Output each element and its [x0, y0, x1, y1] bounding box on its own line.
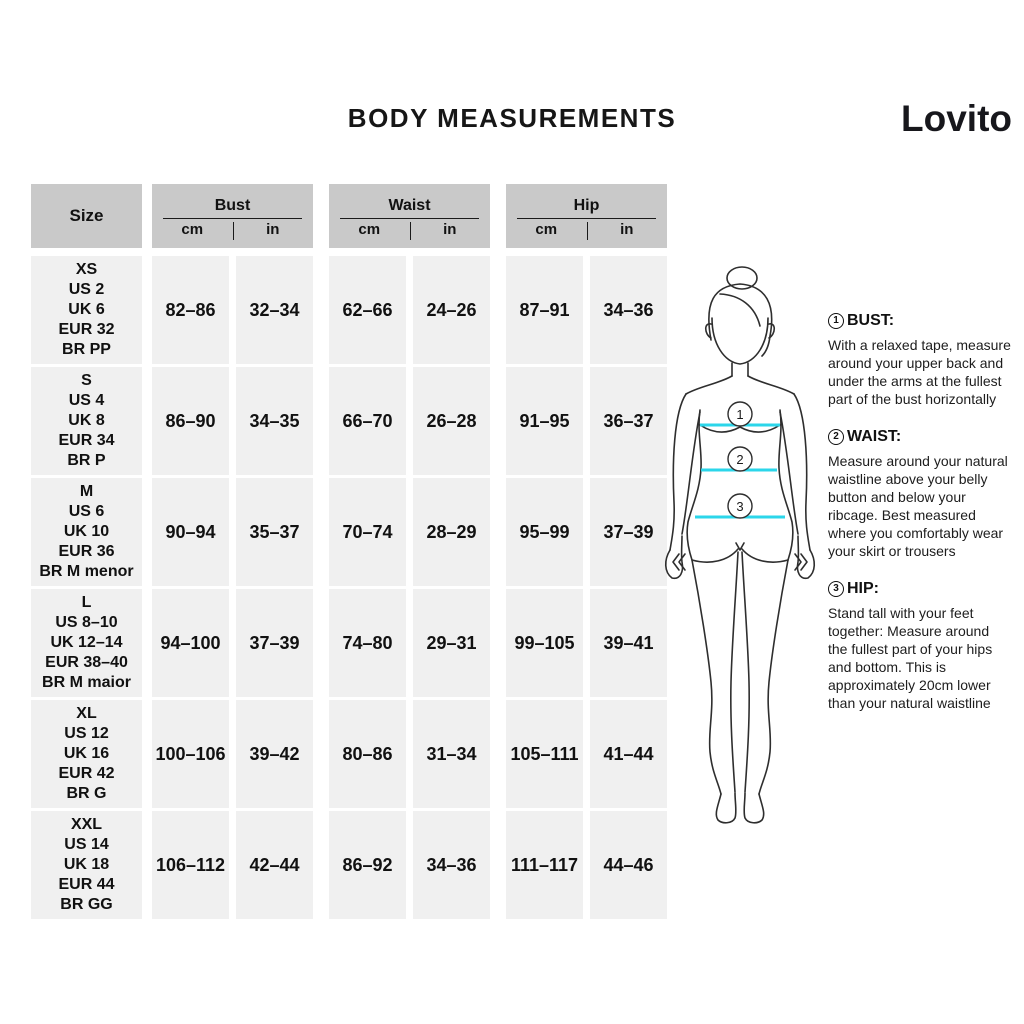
table-row: [31, 367, 667, 475]
left-foot: [716, 793, 736, 823]
value-cell-bust-in: 32–34: [236, 256, 313, 364]
unit-label-in: in: [266, 220, 280, 238]
size-line: BR M menor: [39, 563, 134, 580]
size-cell: [31, 256, 142, 364]
size-line: EUR 36: [58, 543, 115, 560]
right-outer-leg: [759, 560, 788, 794]
guide-heading-label: BUST:: [847, 312, 895, 329]
table-row: [31, 811, 667, 919]
guide-text: Measure around your natural waistline above your belly button and below your ribcage. Best measured where you comfortably wear your skirt or trousers: [828, 453, 1008, 559]
marker-2-number: 2: [736, 452, 744, 467]
value-cell-hip-cm: 105–111: [506, 700, 583, 808]
value-cell-hip-cm: 87–91: [506, 256, 583, 364]
value-cell-hip-in: 39–41: [590, 589, 667, 697]
size-line: EUR 44: [58, 876, 115, 893]
marker-1: [728, 402, 752, 426]
size-line: M: [79, 483, 94, 500]
value-cell-hip-cm: 99–105: [506, 589, 583, 697]
measurement-guide: [828, 312, 1012, 732]
value-cell-bust-in: 39–42: [236, 700, 313, 808]
size-line: S: [81, 372, 92, 389]
group-underline: [517, 218, 655, 219]
size-line: US 8–10: [55, 614, 118, 631]
value-cell-hip-cm: 111–117: [506, 811, 583, 919]
size-line: XS: [75, 261, 98, 278]
value-cell-hip-in: 41–44: [590, 700, 667, 808]
value-cell-hip-in: 36–37: [590, 367, 667, 475]
size-line: BR PP: [62, 341, 111, 358]
left-inner-leg: [731, 552, 738, 792]
size-cell: [31, 700, 142, 808]
size-cell: [31, 811, 142, 919]
header-group-hip: [506, 184, 667, 248]
value-cell-bust-in: 37–39: [236, 589, 313, 697]
value-cell-hip-in: 44–46: [590, 811, 667, 919]
group-underline: [163, 218, 301, 219]
body-figure: [648, 262, 832, 842]
size-line: BR P: [67, 452, 106, 469]
guide-heading: [828, 428, 1012, 446]
right-shoulder: [748, 376, 794, 394]
value-cell-hip-cm: 91–95: [506, 367, 583, 475]
value-cell-hip-cm: 95–99: [506, 478, 583, 586]
circled-number-icon: 2: [828, 429, 844, 445]
unit-label-cm: cm: [535, 220, 558, 238]
value-cell-waist-cm: 86–92: [329, 811, 406, 919]
page-title: BODY MEASUREMENTS: [347, 103, 677, 133]
unit-label-cm: cm: [181, 220, 204, 238]
neck: [732, 363, 748, 376]
marker-1-number: 1: [736, 407, 744, 422]
circled-number-icon: 1: [828, 313, 844, 329]
table-row: [31, 256, 667, 364]
right-foot: [744, 793, 764, 823]
table-row: [31, 478, 667, 586]
group-label: Hip: [573, 196, 600, 214]
right-inner-leg: [742, 552, 749, 792]
left-hand-fingers: [673, 554, 685, 570]
header-group-bust: [152, 184, 313, 248]
value-cell-waist-cm: 70–74: [329, 478, 406, 586]
value-cell-waist-in: 31–34: [413, 700, 490, 808]
circled-number-icon: 3: [828, 581, 844, 597]
value-cell-bust-cm: 100–106: [152, 700, 229, 808]
table-row: [31, 700, 667, 808]
value-cell-bust-cm: 82–86: [152, 256, 229, 364]
size-line: XL: [76, 705, 97, 722]
value-cell-bust-in: 42–44: [236, 811, 313, 919]
right-hand: [797, 536, 814, 578]
size-line: UK 8: [68, 412, 105, 429]
table-header: [31, 184, 667, 248]
unit-label-in: in: [620, 220, 634, 238]
left-outer-leg: [692, 560, 721, 794]
brand-logo: Lovito: [901, 98, 1012, 139]
size-cell: [31, 589, 142, 697]
value-cell-waist-in: 26–28: [413, 367, 490, 475]
size-line: UK 18: [63, 856, 110, 873]
size-line: US 6: [68, 503, 105, 520]
value-cell-bust-cm: 94–100: [152, 589, 229, 697]
size-line: BR G: [66, 785, 107, 802]
value-cell-hip-in: 37–39: [590, 478, 667, 586]
unit-divider: [410, 222, 412, 240]
guide-section-hip: [828, 580, 1012, 712]
size-line: US 4: [68, 392, 105, 409]
value-cell-bust-in: 34–35: [236, 367, 313, 475]
size-cell: [31, 478, 142, 586]
table-body: [31, 256, 667, 919]
size-line: US 12: [64, 725, 109, 742]
left-hand: [666, 536, 683, 578]
value-cell-waist-in: 34–36: [413, 811, 490, 919]
size-line: EUR 34: [58, 432, 115, 449]
size-line: EUR 38–40: [45, 654, 128, 671]
unit-label-cm: cm: [358, 220, 381, 238]
size-line: UK 6: [68, 301, 105, 318]
value-cell-bust-cm: 90–94: [152, 478, 229, 586]
unit-divider: [587, 222, 589, 240]
guide-text: Stand tall with your feet together: Measure around the fullest part of your hips and bottom. This is approximately 20cm lower than your natural waistline: [828, 605, 993, 711]
size-line: XXL: [70, 816, 103, 833]
size-line: UK 16: [63, 745, 110, 762]
hair-fringe: [720, 294, 760, 326]
size-line: BR GG: [60, 896, 113, 913]
guide-section-waist: [828, 428, 1012, 560]
guide-heading: [828, 312, 1012, 330]
size-line: US 14: [64, 836, 109, 853]
marker-2: [728, 447, 752, 471]
value-cell-waist-in: 24–26: [413, 256, 490, 364]
size-line: BR M maior: [42, 674, 131, 691]
marker-3-number: 3: [736, 499, 744, 514]
header-size-cell: Size: [31, 184, 142, 248]
group-label: Waist: [388, 196, 431, 214]
guide-section-bust: [828, 312, 1012, 408]
size-line: L: [81, 594, 92, 611]
value-cell-waist-cm: 74–80: [329, 589, 406, 697]
marker-3: [728, 494, 752, 518]
value-cell-waist-in: 29–31: [413, 589, 490, 697]
size-line: EUR 32: [58, 321, 115, 338]
guide-heading: [828, 580, 1012, 598]
bikini-line: [692, 549, 788, 562]
table-row: [31, 589, 667, 697]
value-cell-hip-in: 34–36: [590, 256, 667, 364]
size-line: US 2: [68, 281, 105, 298]
group-underline: [340, 218, 478, 219]
size-line: UK 12–14: [50, 634, 123, 651]
body-figure-svg: [648, 262, 832, 842]
unit-divider: [233, 222, 235, 240]
value-cell-bust-cm: 86–90: [152, 367, 229, 475]
right-hand-fingers: [795, 554, 807, 570]
size-line: UK 10: [63, 523, 110, 540]
group-label: Bust: [214, 196, 251, 214]
value-cell-waist-cm: 80–86: [329, 700, 406, 808]
size-line: EUR 42: [58, 765, 115, 782]
guide-heading-label: HIP:: [847, 580, 879, 597]
value-cell-bust-cm: 106–112: [152, 811, 229, 919]
value-cell-waist-in: 28–29: [413, 478, 490, 586]
value-cell-waist-cm: 66–70: [329, 367, 406, 475]
header-group-waist: [329, 184, 490, 248]
figure-outline: [666, 267, 815, 823]
size-table: [31, 184, 667, 922]
value-cell-waist-cm: 62–66: [329, 256, 406, 364]
unit-label-in: in: [443, 220, 457, 238]
value-cell-bust-in: 35–37: [236, 478, 313, 586]
left-shoulder: [686, 376, 732, 394]
guide-heading-label: WAIST:: [847, 428, 902, 445]
size-cell: [31, 367, 142, 475]
guide-text: With a relaxed tape, measure around your upper back and under the arms at the fullest part of the bust horizontally: [828, 337, 1011, 407]
